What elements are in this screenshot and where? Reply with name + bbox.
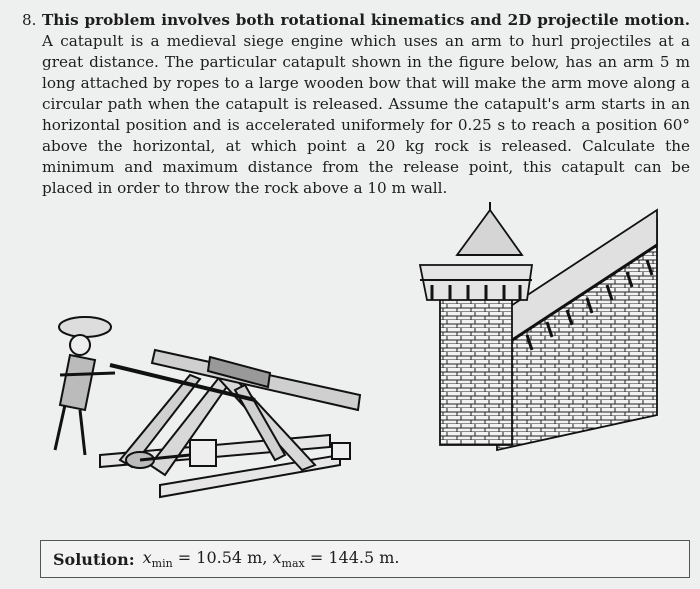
solution-answer: [143, 548, 400, 570]
problem-body: A catapult is a medieval siege engine which uses an arm to hurl projectiles at a great distance. The particular catapult shown in the figure below, has an arm 5 m long attached by ropes to a large wooden bow that will make the arm move along a circular path when the catapult is released. Assume the catapult's arm starts in an horizontal position and is accelerated uniformely for 0.25 s to reach a position 60° above the horizontal, at which point a 20 kg rock is released. Calculate the minimum and maximum distance from the release point, this catapult can be placed in order to throw the rock above a 10 m wall.: [42, 32, 690, 197]
solution-label: Solution:: [53, 549, 135, 569]
x-max-variable: x: [272, 547, 282, 567]
catapult-illustration: [40, 315, 370, 515]
problem-statement: [22, 10, 690, 199]
min-subscript: min: [151, 557, 173, 571]
solution-box: [40, 540, 690, 578]
problem-text: [42, 10, 690, 199]
x-min-variable: x: [142, 547, 152, 567]
problem-number: 8.: [22, 11, 37, 29]
min-value: = 10.54 m,: [172, 547, 273, 567]
max-subscript: max: [281, 557, 305, 571]
max-value: = 144.5 m.: [304, 547, 400, 567]
castle-tower-illustration: [412, 200, 662, 455]
problem-lead: This problem involves both rotational kinematics and 2D projectile motion.: [42, 11, 690, 29]
